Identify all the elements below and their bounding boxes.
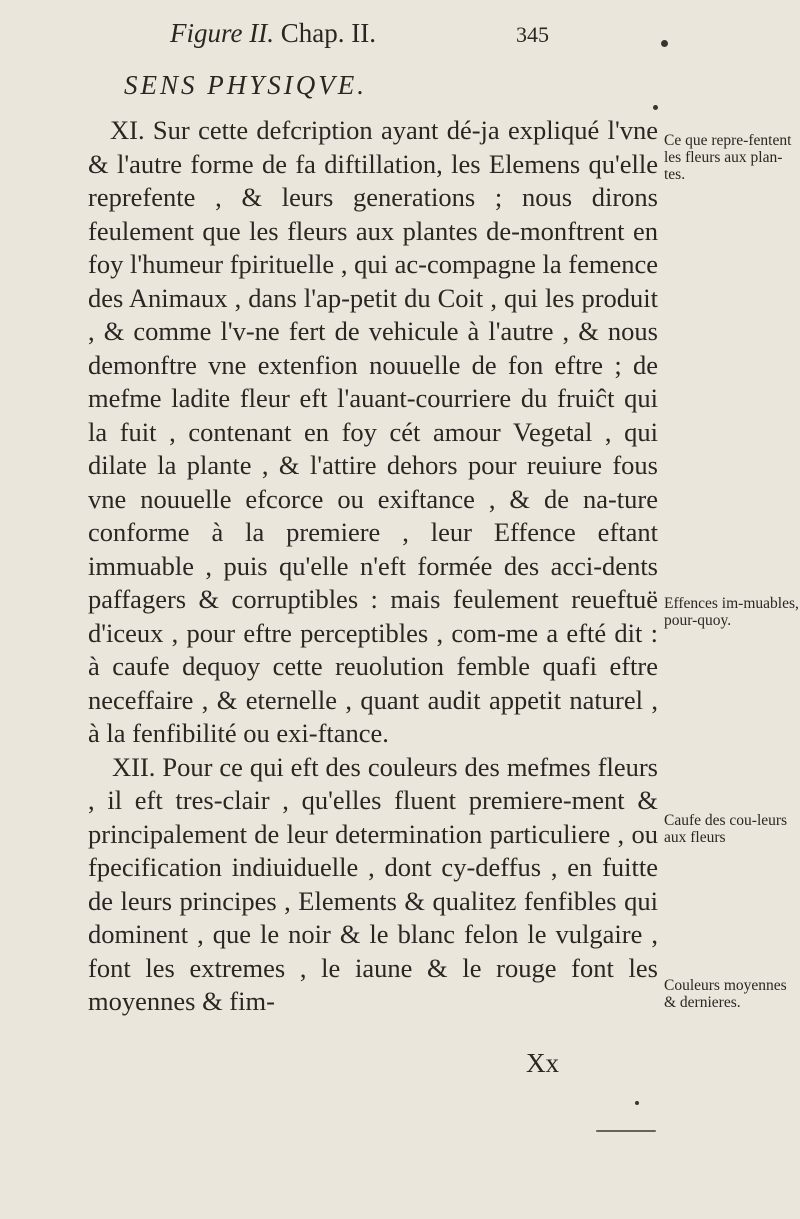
ink-speck [596, 1130, 656, 1132]
catchword: Xx [526, 1048, 559, 1078]
ink-speck [653, 105, 658, 110]
figure-label: Figure II. [170, 18, 274, 48]
running-title: SENS PHYSIQVE. [124, 70, 367, 100]
margin-note: Couleurs moyennes & dernieres. [664, 977, 787, 1011]
margin-note: Ce que repre-fentent les fleurs aux plan-tes. [664, 132, 792, 183]
margin-note: Effences im-muables, pour-quoy. [664, 595, 799, 629]
paragraph-xi: XI. Sur cette defcription ayant dé-ja expliqué l'vne & l'autre forme de fa diftillation, les Elemens qu'elle reprefente , & leurs generations ; nous dirons feulement que les fleurs aux plantes de-monftrent en foy l'humeur fpirituelle , qui ac-compagne la femence des Animaux , dans l'ap-petit du Coit , qui les produit , & comme l'v-ne fert de vehicule à l'autre , & nous demonftre vne extenfion nouuelle de fon eftre ; de mefme ladite fleur eft l'auant-courriere du fruiĉt qui la fuit , contenant en foy cét amour Vegetal , qui dilate la plante , & l'attire dehors pour reuiure fous vne nouuelle efcorce ou exiftance , & de na-ture conforme à la premiere , leur Effence eftant immuable , puis qu'elle n'eft formée des acci-dents paffagers & corruptibles : mais feulement reueftuë d'iceux , pour eftre perceptibles , com-me a efté dit : à caufe dequoy cette reuolution femble quafi eftre neceffaire , & eternelle , quant audit appetit naturel , à la fenfibilité ou exi-ftance. [88, 115, 658, 748]
page-header [170, 18, 549, 49]
ink-speck [661, 40, 668, 47]
main-text [88, 114, 658, 1019]
paragraph-xii: XII. Pour ce qui eft des couleurs des mefmes fleurs , il eft tres-clair , qu'elles fluent premiere-ment & principalement de leur determination particuliere , ou fpecification indiuiduelle , dont cy-deffus , en fuitte de leurs principes , Elements & qualitez fenfibles qui dominent , que le noir & le blanc felon le vulgaire , font les extremes , le iaune & le rouge font les moyennes & fim- [88, 751, 658, 1016]
page-number: 345 [516, 22, 549, 47]
chapter-label: Chap. II. [280, 18, 376, 48]
ink-speck [635, 1101, 639, 1105]
margin-note: Caufe des cou-leurs aux fleurs [664, 812, 788, 846]
